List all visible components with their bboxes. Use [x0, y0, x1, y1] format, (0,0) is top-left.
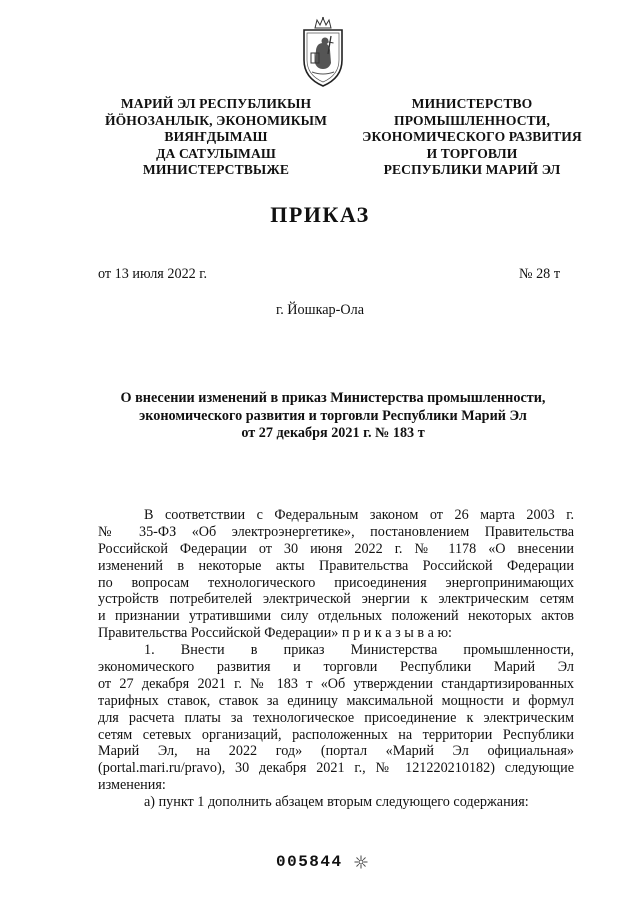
- header-right-block: [338, 96, 606, 179]
- body-line: и признании утратившими силу отдельных положений некоторых актов: [98, 608, 574, 625]
- body-line: по вопросам технологического присоединения энергопринимающих: [98, 574, 574, 591]
- body-line: экономического развития и торговли Республики Марий Эл: [98, 659, 574, 676]
- body-line: Российской Федерации от 30 июня 2022 г. № 1178 «О внесении: [98, 540, 574, 557]
- header-right-line: МИНИСТЕРСТВО: [411, 96, 533, 111]
- subject-line: от 27 декабря 2021 г. № 183 т: [241, 425, 425, 441]
- body-line: от 27 декабря 2021 г. № 183 т «Об утверждении стандартизированных: [98, 675, 574, 692]
- document-city: г. Йошкар-Ола: [276, 302, 364, 318]
- subject-line: экономического развития и торговли Республики Марий Эл: [139, 407, 527, 424]
- body-line: № 35-ФЗ «Об электроэнергетике», постановлением Правительства: [98, 523, 574, 540]
- document-number: № 28 т: [519, 266, 561, 282]
- header-left-line: МАРИЙ ЭЛ РЕСПУБЛИКЫН: [120, 96, 312, 111]
- body-line: для расчета платы за технологическое присоединение к электрическим: [98, 709, 574, 726]
- document-title: ПРИКАЗ: [270, 202, 370, 227]
- body-line: изменения:: [98, 777, 166, 794]
- header-right-line: ПРОМЫШЛЕННОСТИ,: [394, 112, 550, 128]
- header-right-line: РЕСПУБЛИКИ МАРИЙ ЭЛ: [383, 162, 561, 177]
- body-line: В соответствии с Федеральным законом от 26 марта 2003 г.: [144, 507, 574, 523]
- coat-of-arms-icon: [298, 16, 348, 88]
- body-line: тарифных ставок, ставок за единицу максимальной мощности и формул: [98, 692, 574, 709]
- body-line: (portal.mari.ru/pravo), 30 декабря 2021 г., № 121220210182) следующие: [98, 760, 574, 777]
- document-subject: [98, 390, 568, 443]
- header-right-line: ЭКОНОМИЧЕСКОГО РАЗВИТИЯ: [362, 129, 582, 144]
- header-left-line: ЙӦНОЗАНЛЫК, ЭКОНОМИКЫМ: [104, 112, 328, 128]
- body-line: изменений в некоторые акты Правительства Российской Федерации: [98, 557, 574, 574]
- header-left-line: МИНИСТЕРСТВЫЖЕ: [142, 162, 290, 177]
- serial-number: 005844: [276, 853, 343, 871]
- body-line: а) пункт 1 дополнить абзацем вторым следующего содержания:: [144, 794, 529, 811]
- document-body: [98, 507, 574, 811]
- header-left-line: ВИЯҤДЫМАШ: [164, 129, 268, 144]
- document-date: от 13 июля 2022 г.: [98, 266, 208, 282]
- body-line: сетям сетевых организаций, расположенных на территории Республики: [98, 726, 574, 743]
- header-left-block: [98, 96, 334, 179]
- body-line: 1. Внести в приказ Министерства промышленности,: [144, 642, 574, 659]
- ornament-icon: [354, 855, 368, 869]
- header-right-line: И ТОРГОВЛИ: [426, 145, 518, 161]
- body-line: Правительства Российской Федерации» п р и к а з ы в а ю:: [98, 625, 453, 642]
- body-line: Марий Эл, на 2022 год» (портал «Марий Эл официальная»: [98, 743, 574, 760]
- subject-line: О внесении изменений в приказ Министерства промышленности,: [120, 390, 546, 406]
- body-line: устройств потребителей электрической энергии к электрическим сетям: [98, 591, 574, 608]
- header-left-line: ДА САТУЛЫМАШ: [156, 145, 276, 161]
